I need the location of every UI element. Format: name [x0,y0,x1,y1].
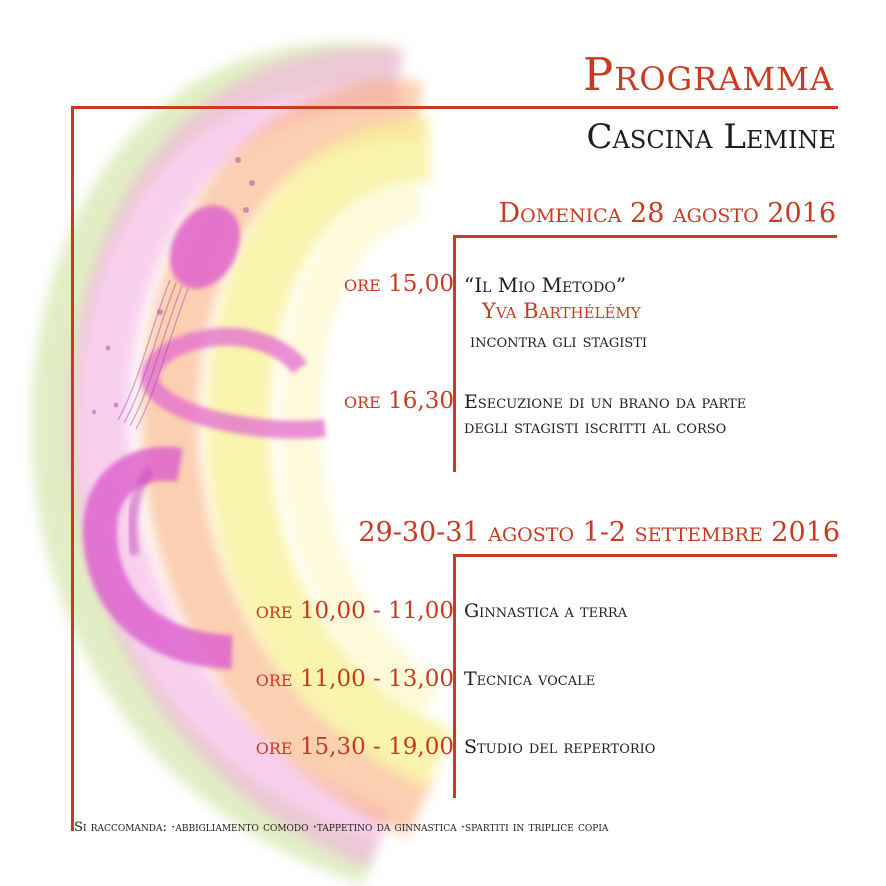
section-1-top-line [453,235,837,238]
event-time: ore 15,30 - 19,00 [255,734,454,760]
event-time: ore 16,30 [344,388,454,414]
event-description: degli stagisti iscritti al corso [464,416,727,438]
event-description: Studio del repertorio [464,736,656,758]
page-subtitle: Cascina Lemine [586,117,836,157]
event-title: “Il Mio Metodo” [464,273,627,297]
event-description: Esecuzione di un brano da parte [464,391,747,413]
frame-left-line [71,106,74,831]
footer-note: Si raccomanda: ·abbigliamento comodo ·tappetino da ginnastica ·spartiti in triplice copia [74,820,609,835]
section-date-2: 29-30-31 agosto 1-2 settembre 2016 [358,517,840,548]
section-2-top-line [453,554,837,557]
event-speaker-name: Yva Barthélémy [482,299,641,323]
event-time: ore 15,00 [344,271,454,297]
event-time: ore 10,00 - 11,00 [255,598,454,624]
event-description: Ginnastica a terra [464,600,628,622]
event-time: ore 11,00 - 13,00 [255,666,454,692]
page-title: Programma [582,48,834,101]
event-description: Tecnica vocale [464,668,596,690]
event-description: incontra gli stagisti [470,330,648,352]
section-date-1: Domenica 28 agosto 2016 [498,198,836,229]
frame-top-line [71,106,838,109]
